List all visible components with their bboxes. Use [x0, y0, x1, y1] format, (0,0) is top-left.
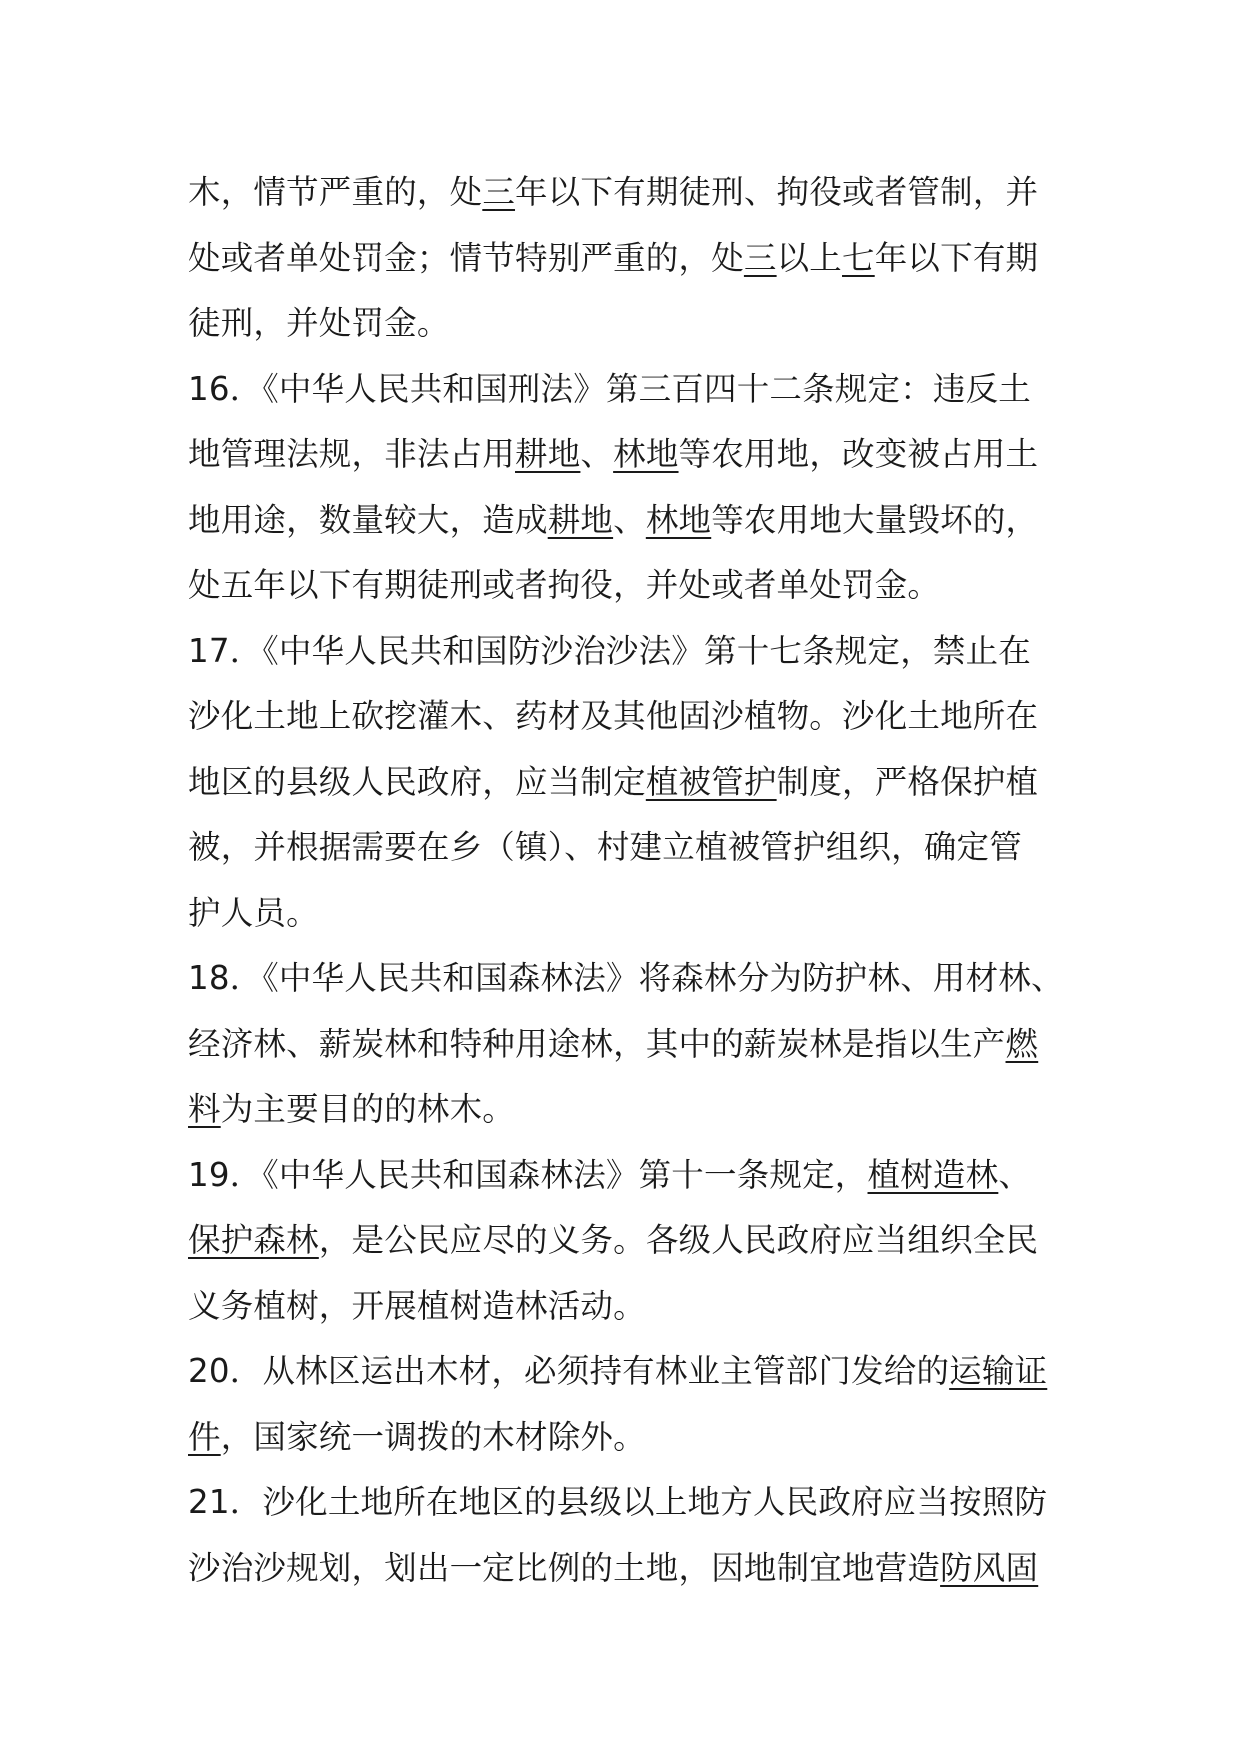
text-segment: ，国家统一调拨的木材除外。: [220, 1417, 646, 1456]
underlined-answer: 植树造林: [867, 1155, 999, 1194]
text-line: [188, 1536, 1068, 1602]
text-segment: 、: [613, 500, 646, 539]
underlined-answer: 三: [743, 238, 777, 277]
text-segment: 地管理法规，非法占用: [188, 435, 516, 473]
document-body: [188, 160, 1068, 1601]
text-segment: 地区的县级人民政府，应当制定: [188, 762, 646, 801]
underlined-answer: 燃: [1005, 1024, 1039, 1063]
text-segment: 徒刑，并处罚金。: [188, 304, 450, 342]
text-segment: 等农用地，改变被占用土: [678, 435, 1039, 473]
underlined-answer: 耕地: [515, 435, 581, 473]
text-segment: 18．《中华人民共和国森林法》将森林分为防护林、用材林、: [188, 959, 1064, 997]
underlined-answer: 件: [188, 1417, 221, 1456]
text-line: [188, 881, 1068, 947]
underlined-answer: 保护森林: [188, 1221, 319, 1259]
text-line: [188, 750, 1068, 816]
text-segment: 护人员。: [188, 893, 319, 932]
text-line: [188, 291, 1068, 357]
text-segment: 沙化土地上砍挖灌木、药材及其他固沙植物。沙化土地所在: [188, 697, 1039, 735]
text-segment: 处或者单处罚金；情节特别严重的，处: [188, 238, 744, 277]
text-segment: 年以下有期: [874, 238, 1039, 277]
text-line: [188, 1405, 1068, 1471]
text-line: [188, 488, 1068, 554]
text-line: [188, 160, 1068, 226]
underlined-answer: 耕地: [547, 500, 614, 539]
text-line: [188, 226, 1068, 292]
text-segment: 年以下有期徒刑、拘役或者管制，并: [515, 173, 1039, 211]
text-line: [188, 1012, 1068, 1078]
text-line: [188, 1339, 1068, 1405]
text-line: [188, 946, 1068, 1012]
text-segment: 、: [998, 1155, 1032, 1194]
underlined-answer: 防风固: [940, 1548, 1039, 1587]
text-line: [188, 357, 1068, 423]
underlined-answer: 运输证: [949, 1352, 1048, 1390]
text-segment: 经济林、薪炭林和特种用途林，其中的薪炭林是指以生产: [188, 1024, 1006, 1063]
text-segment: 17．《中华人民共和国防沙治沙法》第十七条规定，禁止在: [188, 631, 1032, 670]
text-line: [188, 1470, 1068, 1536]
underlined-answer: 植被管护: [645, 762, 777, 801]
text-line: [188, 1274, 1068, 1340]
underlined-answer: 林地: [613, 435, 679, 473]
text-segment: 16．《中华人民共和国刑法》第三百四十二条规定：违反土: [188, 369, 1032, 408]
text-segment: 地用途，数量较大，造成: [188, 500, 548, 539]
text-segment: 沙治沙规划，划出一定比例的土地，因地制宜地营造: [188, 1548, 941, 1587]
underlined-answer: 七: [842, 238, 875, 277]
text-segment: 义务植树，开展植树造林活动。: [188, 1286, 646, 1325]
text-line: [188, 1143, 1068, 1209]
text-segment: ，是公民应尽的义务。各级人民政府应当组织全民: [318, 1221, 1039, 1259]
text-segment: 等农用地大量毁坏的，: [711, 500, 1039, 539]
underlined-answer: 林地: [645, 500, 712, 539]
underlined-answer: 料: [188, 1090, 221, 1128]
text-segment: 20．从林区运出木材，必须持有林业主管部门发给的: [188, 1352, 950, 1390]
text-segment: 以上: [776, 238, 843, 277]
text-segment: 19．《中华人民共和国森林法》第十一条规定，: [188, 1155, 868, 1194]
text-segment: 、: [580, 435, 614, 473]
text-segment: 制度，严格保护植: [776, 762, 1039, 801]
text-line: [188, 619, 1068, 685]
text-line: [188, 1077, 1068, 1143]
text-segment: 21．沙化土地所在地区的县级以上地方人民政府应当按照防: [188, 1483, 1048, 1521]
text-segment: 木，情节严重的，处: [188, 173, 483, 211]
text-segment: 被，并根据需要在乡（镇）、村建立植被管护组织，确定管: [188, 828, 1022, 866]
underlined-answer: 三: [482, 173, 516, 211]
text-line: [188, 422, 1068, 488]
text-segment: 处五年以下有期徒刑或者拘役，并处或者单处罚金。: [188, 566, 941, 604]
text-line: [188, 1208, 1068, 1274]
text-segment: 为主要目的的林木。: [220, 1090, 516, 1128]
text-line: [188, 553, 1068, 619]
text-line: [188, 815, 1068, 881]
text-line: [188, 684, 1068, 750]
